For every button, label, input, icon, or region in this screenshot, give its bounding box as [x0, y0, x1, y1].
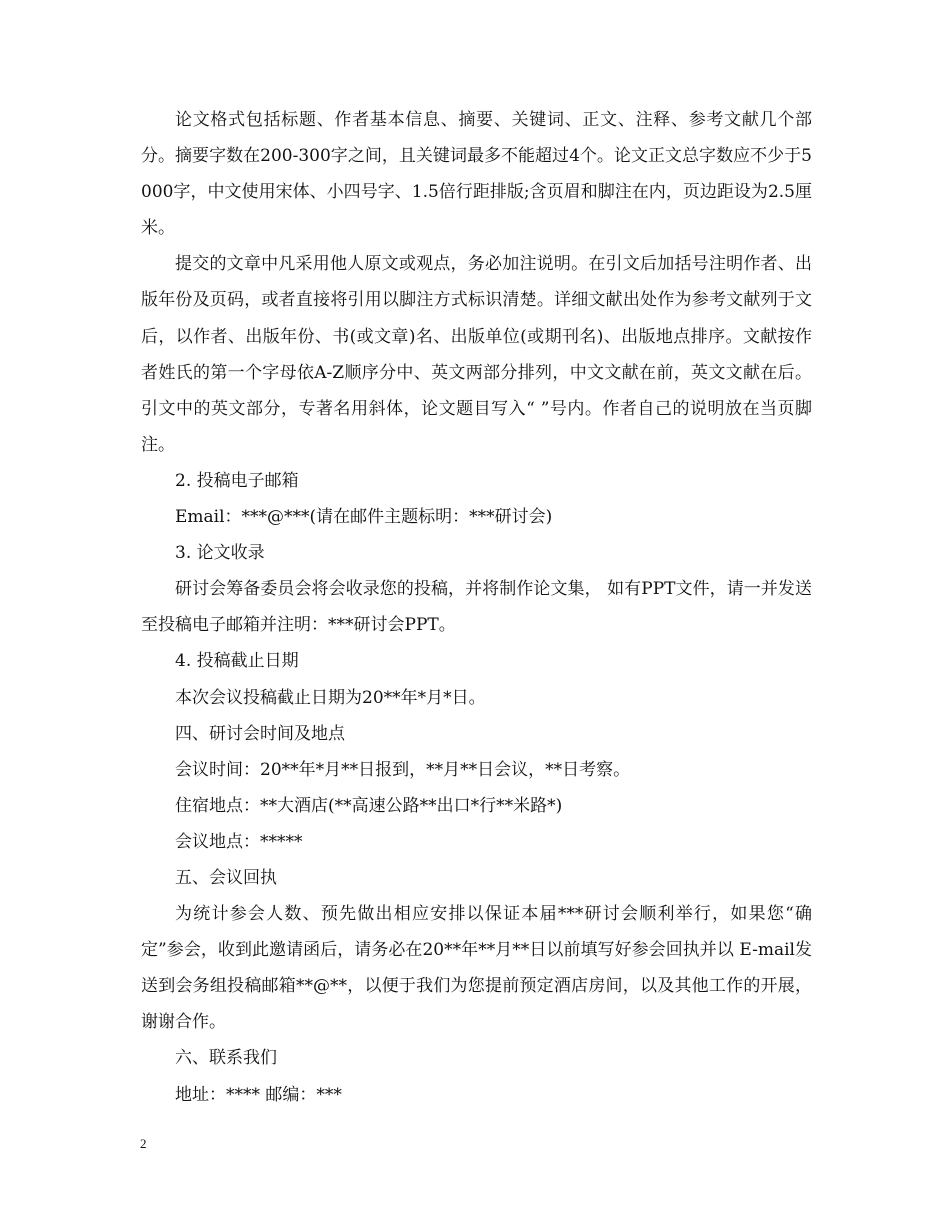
- heading-submission-email: 2. 投稿电子邮箱: [175, 470, 299, 491]
- paragraph-rsvp: 为统计参会人数、预先做出相应安排以保证本届***研讨会顺利举行，如果您“确定”参会，收到此邀请函后，请务必在20**年**月**日以前填写好参会回执并以 E-mail发送到会务组投稿邮箱**@**，以便于我们为您提前预定酒店房间，以及其他工作的开展，谢谢合作。: [141, 904, 812, 1033]
- paragraph-paper-format: 论文格式包括标题、作者基本信息、摘要、关键词、正文、注释、参考文献几个部分。摘要字数在200-300字之间，且关键词最多不能超过4个。论文正文总字数应不少于5000字，中文使用宋体、小四号字、1.5倍行距排版;含页眉和脚注在内，页边距设为2.5厘米。: [141, 110, 812, 239]
- paragraph-lodging: 住宿地点：**大酒店(**高速公路**出口*行**米路*): [175, 795, 563, 816]
- heading-rsvp: 五、会议回执: [175, 867, 277, 888]
- page-number: 2: [140, 1136, 147, 1151]
- heading-paper-collection: 3. 论文收录: [175, 543, 265, 564]
- document-body: [141, 102, 812, 1113]
- heading-time-location: 四、研讨会时间及地点: [175, 723, 345, 744]
- heading-contact: 六、联系我们: [175, 1048, 277, 1069]
- paragraph-meeting-location: 会议地点：*****: [175, 831, 303, 852]
- paragraph-address: 地址：**** 邮编：***: [175, 1084, 342, 1105]
- paragraph-email-address: Email：***@***(请在邮件主题标明：***研讨会): [175, 507, 553, 528]
- paragraph-deadline: 本次会议投稿截止日期为20**年*月*日。: [175, 687, 486, 708]
- paragraph-meeting-time: 会议时间：20**年*月**日报到，**月**日会议，**日考察。: [175, 759, 631, 780]
- paragraph-paper-collection: 研讨会筹备委员会将会收录您的投稿，并将制作论文集， 如有PPT文件，请一并发送至投稿电子邮箱并注明：***研讨会PPT。: [141, 579, 812, 636]
- heading-deadline: 4. 投稿截止日期: [175, 651, 299, 672]
- paragraph-citation-rules: 提交的文章中凡采用他人原文或观点，务必加注说明。在引文后加括号注明作者、出版年份及页码，或者直接将引用以脚注方式标识清楚。详细文献出处作为参考文献列于文后，以作者、出版年份、书(或文章)名、出版单位(或期刊名)、出版地点排序。文献按作者姓氏的第一个字母依A-Z顺序分中、英文两部分排列，中文文献在前，英文文献在后。引文中的英文部分，专著名用斜体，论文题目写入“ ”号内。作者自己的说明放在当页脚注。: [141, 254, 812, 455]
